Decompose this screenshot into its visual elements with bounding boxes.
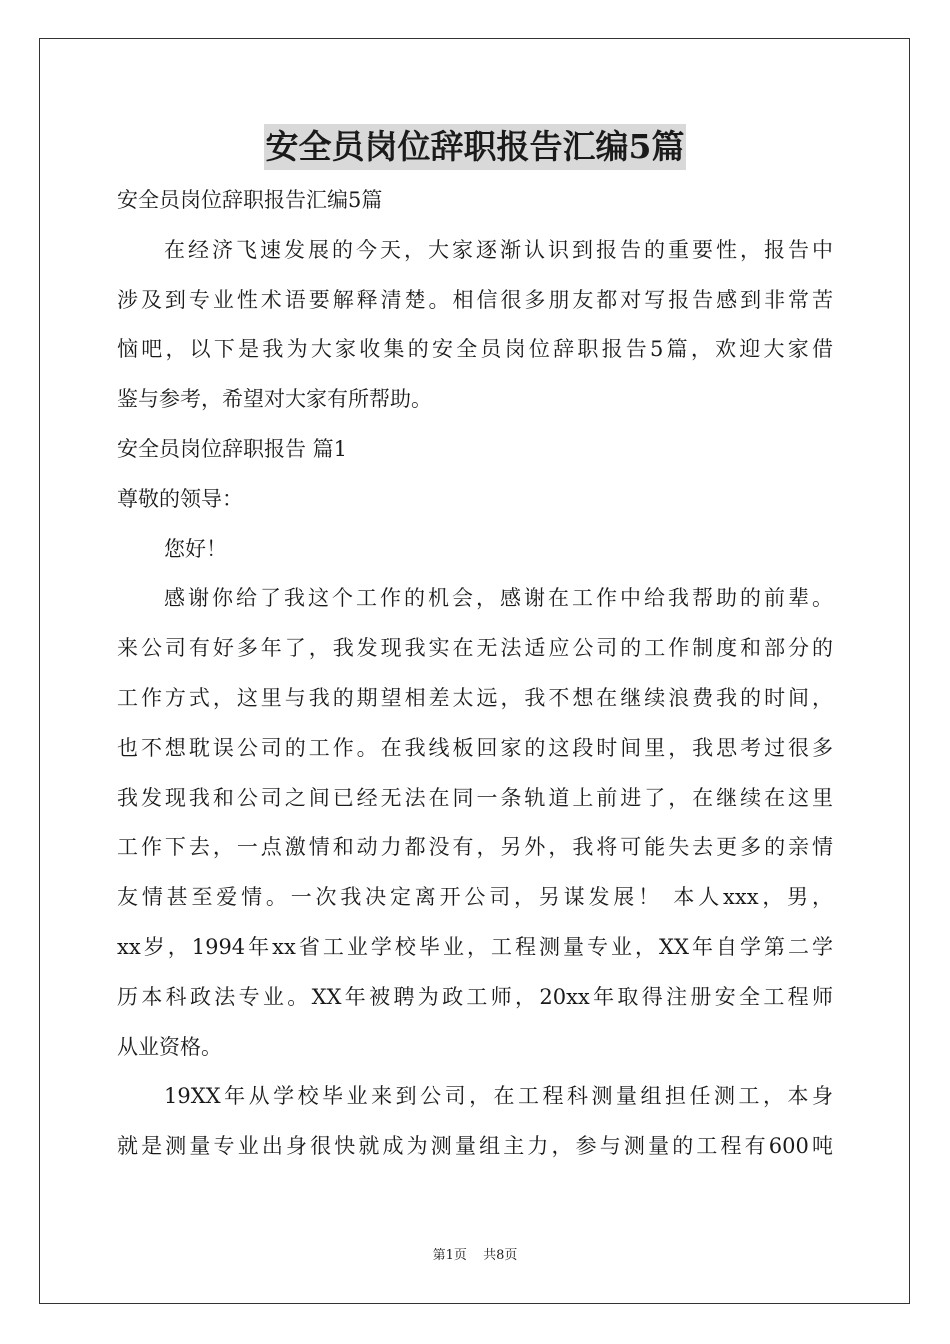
text-line: 也不想耽误公司的工作。在我线板回家的这段时间里，我思考过很多 xyxy=(117,735,833,760)
document-title: 安全员岗位辞职报告汇编5篇 xyxy=(264,124,687,170)
text-line: 来公司有好多年了，我发现我实在无法适应公司的工作制度和部分的 xyxy=(117,636,833,661)
text-line: 我发现我和公司之间已经无法在同一条轨道上前进了，在继续在这里 xyxy=(117,785,833,810)
text-line: 鉴与参考，希望对大家有所帮助。 xyxy=(117,387,432,412)
page-number: 第1页 xyxy=(432,1248,467,1263)
text-line: 感谢你给了我这个工作的机会，感谢在工作中给我帮助的前辈。 xyxy=(164,586,833,611)
text-line: 从业资格。 xyxy=(117,1034,222,1059)
document-body xyxy=(117,176,833,1172)
text-line: 工作方式，这里与我的期望相差太远，我不想在继续浪费我的时间， xyxy=(117,685,833,710)
text-line: xx岁，1994年xx省工业学校毕业，工程测量专业，XX年自学第二学 xyxy=(117,934,833,959)
text-line: 恼吧，以下是我为大家收集的安全员岗位辞职报告5篇，欢迎大家借 xyxy=(117,337,833,362)
title-wrap xyxy=(0,124,950,170)
text-line: 历本科政法专业。XX年被聘为政工师，20xx年取得注册安全工程师 xyxy=(117,984,833,1009)
text-line: 您好！ xyxy=(164,536,227,561)
text-line: 涉及到专业性术语要解释清楚。相信很多朋友都对写报告感到非常苦 xyxy=(117,287,833,312)
text-line: 安全员岗位辞职报告汇编5篇 xyxy=(117,188,383,212)
text-line: 尊敬的领导： xyxy=(117,486,243,511)
page-footer xyxy=(0,1246,950,1266)
text-line: 就是测量专业出身很快就成为测量组主力，参与测量的工程有600吨 xyxy=(117,1134,833,1159)
text-line: 19XX年从学校毕业来到公司，在工程科测量组担任测工，本身 xyxy=(164,1084,833,1109)
page-total: 共8页 xyxy=(483,1248,518,1263)
text-line: 在经济飞速发展的今天，大家逐渐认识到报告的重要性，报告中 xyxy=(164,237,833,262)
text-line: 安全员岗位辞职报告 篇1 xyxy=(117,436,348,461)
text-line: 工作下去，一点激情和动力都没有，另外，我将可能失去更多的亲情 xyxy=(117,835,833,860)
text-line: 友情甚至爱情。一次我决定离开公司，另谋发展！ 本人xxx，男， xyxy=(117,885,833,910)
